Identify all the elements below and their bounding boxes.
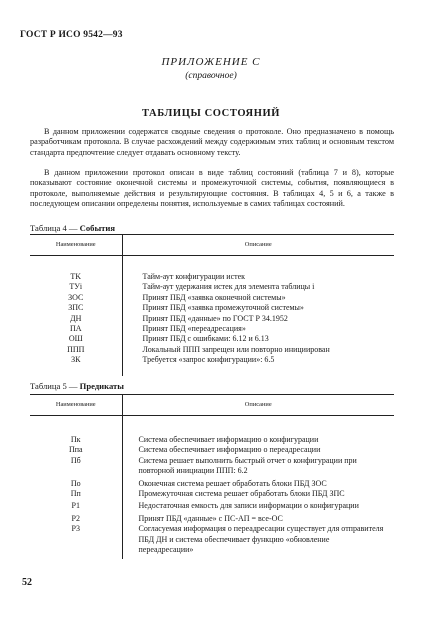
page-header: ГОСТ Р ИСО 9542—93 (20, 30, 123, 40)
table4-caption-prefix: Таблица 4 — (30, 223, 78, 233)
event-name: ЗПС (30, 303, 122, 313)
predicate-name: P1 (30, 499, 122, 511)
column-header-name: Наименование (30, 395, 122, 416)
event-name: ДН (30, 314, 122, 324)
table5-caption (30, 381, 124, 391)
predicate-description: Недостаточная емкость для записи информации о конфигурации (138, 501, 359, 511)
predicate-description: Принят ПБД «данные» с ПС-АП = все-ОС (138, 513, 283, 523)
event-description: Локальный ППП запрещен или повторно инициирован (142, 344, 330, 354)
event-description: Принят ПБД «данные» по ГОСТ Р 34.1952 (142, 313, 288, 323)
table-row (30, 499, 394, 511)
event-description: Принят ПБД «заявка промежуточной системы» (142, 303, 304, 313)
column-header-name: Наименование (30, 235, 122, 256)
table-row (30, 416, 394, 446)
table-row (30, 355, 394, 375)
predicate-description: Оконечная система решает обработать блоки ПБД ЗОС (138, 478, 327, 488)
table-row (30, 512, 394, 524)
event-description: Принят ПБД с ошибками: 6.12 и 6.13 (142, 334, 269, 344)
predicate-name: Ппа (30, 445, 122, 455)
predicate-description: Система решает выполнить быстрый отчет о конфигурации при повторной инициации ППП: 6.2 (138, 455, 357, 476)
table-row (30, 334, 394, 344)
section-title: ТАБЛИЦЫ СОСТОЯНИЙ (141, 108, 281, 119)
event-name: TУi (30, 282, 122, 292)
predicate-description: Система обеспечивает информацию о конфигурации (138, 435, 319, 444)
table-row (30, 314, 394, 324)
table-row (30, 477, 394, 489)
table5-caption-title: Предикаты (79, 381, 124, 391)
page-number: 52 (22, 577, 32, 588)
event-description: Тайм-аут удержания истек для элемента таблицы i (142, 282, 315, 292)
event-description: Принят ПБД «заявка оконечной системы» (142, 292, 286, 302)
event-name: ПА (30, 324, 122, 334)
predicate-description: Система обеспечивает информацию о переадресации (138, 445, 321, 455)
predicate-description: Промежуточная система решает обработать блоки ПБД ЗПС (138, 489, 345, 499)
predicate-name: P3 (30, 524, 122, 559)
column-header-description: Описание (122, 235, 394, 256)
appendix-subtitle: (справочное) (185, 71, 237, 81)
table-header-row (30, 235, 394, 256)
table-row (30, 324, 394, 334)
table-row (30, 345, 394, 355)
column-header-description: Описание (122, 395, 394, 416)
predicate-description: Согласуемая информация о переадресации существует для отправителя ПБД ДН и система обеспечивает функцию «обновление переадресации» (138, 524, 384, 555)
predicate-name: Пп (30, 489, 122, 499)
events-table (30, 234, 394, 376)
event-name: ЗОС (30, 293, 122, 303)
table-row (30, 445, 394, 455)
predicate-name: Пк (30, 416, 122, 446)
table5-caption-prefix: Таблица 5 — (30, 381, 78, 391)
table-row (30, 256, 394, 283)
appendix-title: ПРИЛОЖЕНИЕ С (161, 56, 261, 68)
table4-caption (30, 223, 115, 233)
table-row (30, 524, 394, 559)
table-row (30, 456, 394, 477)
description-paragraph: В данном приложении протокол описан в виде таблиц состояний (таблица 7 и 8), которые показывают состояние оконечной системы и промежуточной системы, события, появляющиеся в протоколе, выполняемые действия и результирующие состояния. В таблицах 4, 5 и 6, а также в последующем описании определены понятия, используемые в самих таблицах состояний. (30, 168, 394, 209)
event-name: TK (30, 256, 122, 283)
event-description: Тайм-аут конфигурации истек (142, 272, 246, 281)
table-header-row (30, 395, 394, 416)
predicate-name: По (30, 477, 122, 489)
event-description: Принят ПБД «переадресация» (142, 324, 246, 334)
event-description: Требуется «запрос конфигурации»: 6.5 (142, 355, 275, 365)
table-row (30, 489, 394, 499)
intro-paragraph: В данном приложении содержатся сводные сведения о протоколе. Оно предназначено в помощь разработчикам протокола. В случае расхождений между содержимым этих таблиц и основным текстом стандарта предпочтение следует отдавать основному тексту. (30, 127, 394, 157)
table-row (30, 303, 394, 313)
event-name: ППП (30, 345, 122, 355)
predicate-name: Пб (30, 456, 122, 477)
event-name: ОШ (30, 334, 122, 344)
table-row (30, 282, 394, 292)
table4-caption-title: События (79, 223, 115, 233)
predicate-name: P2 (30, 512, 122, 524)
predicates-table (30, 394, 394, 559)
table-row (30, 293, 394, 303)
event-name: ЗК (30, 355, 122, 375)
